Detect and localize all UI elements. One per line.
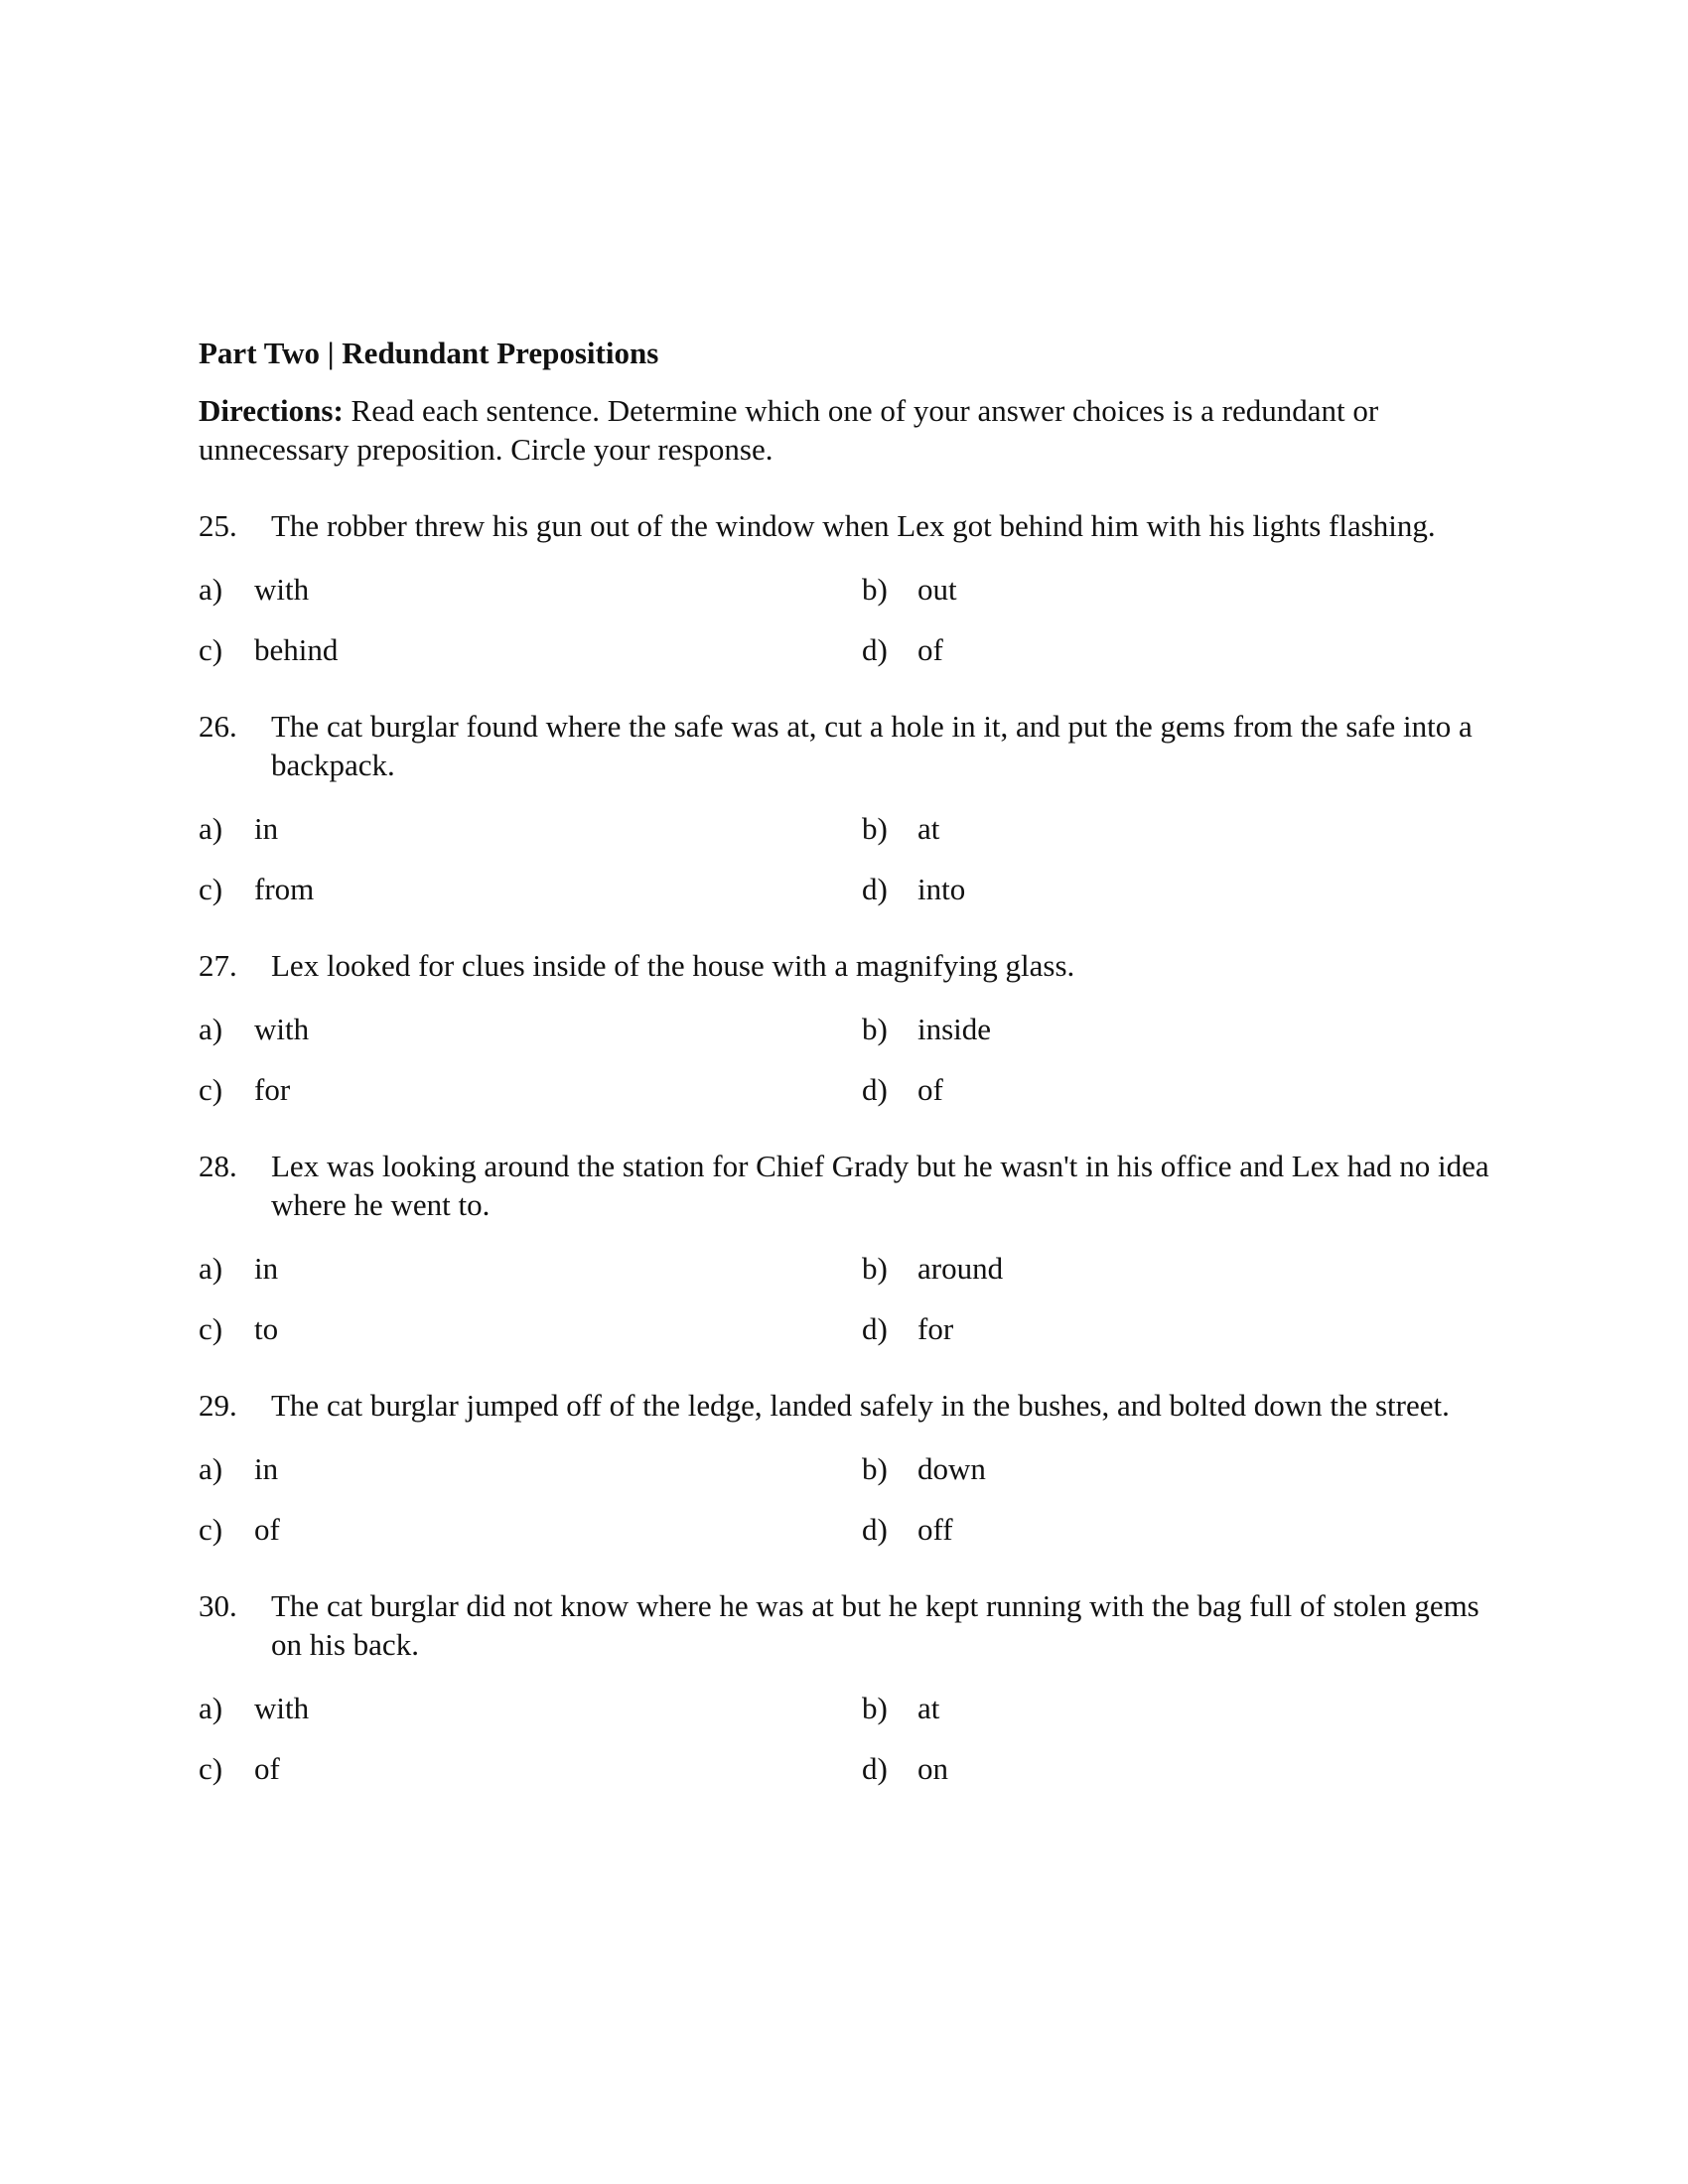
choice-word: inside [917, 1012, 992, 1046]
choice-letter: c) [199, 872, 223, 906]
choice-word: in [254, 811, 279, 846]
choice-word: with [254, 572, 310, 607]
question-stem [199, 707, 1509, 784]
choice-a[interactable] [199, 570, 862, 609]
question-26 [199, 707, 1509, 908]
answer-choices [199, 1449, 1509, 1549]
choice-letter: c) [199, 632, 223, 667]
question-text: Lex was looking around the station for Chief Grady but he wasn't in his office and Lex had no idea where he went to. [271, 1149, 1489, 1222]
choice-a[interactable] [199, 1449, 862, 1488]
answer-choices [199, 1249, 1509, 1348]
choice-letter: b) [862, 1691, 888, 1725]
choice-d[interactable] [862, 1510, 1458, 1549]
choice-b[interactable] [862, 1449, 1458, 1488]
question-number: 28. [199, 1149, 237, 1183]
question-text: The robber threw his gun out of the window when Lex got behind him with his lights flashing. [271, 508, 1436, 543]
choice-letter: b) [862, 1012, 888, 1046]
answer-choices [199, 1689, 1509, 1788]
question-stem [199, 1586, 1509, 1664]
choice-word: to [254, 1311, 279, 1346]
answer-choices [199, 1010, 1509, 1109]
question-28 [199, 1147, 1509, 1348]
directions-text: Read each sentence. Determine which one of your answer choices is a redundant or unnecessary preposition. Circle your response. [199, 393, 1379, 467]
worksheet-page [199, 334, 1509, 1788]
choice-word: of [254, 1751, 280, 1786]
choice-word: out [917, 572, 957, 607]
choice-letter: b) [862, 1251, 888, 1286]
choice-c[interactable] [199, 1749, 862, 1788]
choice-word: around [917, 1251, 1004, 1286]
choice-word: of [254, 1512, 280, 1547]
choice-letter: d) [862, 1311, 888, 1346]
question-25 [199, 506, 1509, 669]
choice-b[interactable] [862, 570, 1458, 609]
question-text: The cat burglar jumped off of the ledge, landed safely in the bushes, and bolted down the street. [271, 1388, 1450, 1423]
choice-word: from [254, 872, 315, 906]
answer-choices [199, 809, 1509, 908]
choice-d[interactable] [862, 1749, 1458, 1788]
choice-b[interactable] [862, 1249, 1458, 1288]
choice-word: with [254, 1691, 310, 1725]
choice-c[interactable] [199, 1070, 862, 1109]
question-stem [199, 506, 1509, 545]
choice-word: for [254, 1072, 291, 1107]
choice-word: of [917, 632, 943, 667]
choice-word: down [917, 1451, 986, 1486]
choice-letter: d) [862, 872, 888, 906]
question-29 [199, 1386, 1509, 1549]
answer-choices [199, 570, 1509, 669]
choice-letter: b) [862, 572, 888, 607]
choice-letter: b) [862, 1451, 888, 1486]
question-number: 27. [199, 948, 237, 983]
choice-letter: a) [199, 1451, 223, 1486]
question-number: 26. [199, 709, 237, 744]
question-30 [199, 1586, 1509, 1788]
choice-word: into [917, 872, 966, 906]
choice-b[interactable] [862, 1689, 1458, 1727]
choice-a[interactable] [199, 809, 862, 848]
question-text: The cat burglar did not know where he was at but he kept running with the bag full of stolen gems on his back. [271, 1588, 1479, 1662]
question-27 [199, 946, 1509, 1109]
question-stem [199, 1147, 1509, 1224]
choice-word: with [254, 1012, 310, 1046]
choice-letter: c) [199, 1311, 223, 1346]
question-text: The cat burglar found where the safe was at, cut a hole in it, and put the gems from the safe into a backpack. [271, 709, 1473, 782]
choice-letter: b) [862, 811, 888, 846]
choice-c[interactable] [199, 870, 862, 908]
choice-word: of [917, 1072, 943, 1107]
question-text: Lex looked for clues inside of the house with a magnifying glass. [271, 948, 1075, 983]
choice-d[interactable] [862, 630, 1458, 669]
choice-letter: a) [199, 1012, 223, 1046]
choice-letter: c) [199, 1751, 223, 1786]
choice-letter: d) [862, 1751, 888, 1786]
choice-letter: d) [862, 632, 888, 667]
choice-c[interactable] [199, 1309, 862, 1348]
choice-letter: a) [199, 811, 223, 846]
choice-word: off [917, 1512, 953, 1547]
choice-word: behind [254, 632, 339, 667]
question-number: 30. [199, 1588, 237, 1623]
question-number: 25. [199, 508, 237, 543]
choice-d[interactable] [862, 1070, 1458, 1109]
choice-word: at [917, 811, 940, 846]
choice-word: for [917, 1311, 954, 1346]
section-title: Part Two | Redundant Prepositions [199, 336, 659, 370]
choice-word: in [254, 1451, 279, 1486]
directions [199, 391, 1489, 469]
choice-letter: c) [199, 1512, 223, 1547]
choice-letter: a) [199, 1251, 223, 1286]
choice-letter: c) [199, 1072, 223, 1107]
choice-word: at [917, 1691, 940, 1725]
choice-letter: a) [199, 1691, 223, 1725]
choice-d[interactable] [862, 870, 1458, 908]
choice-b[interactable] [862, 809, 1458, 848]
choice-a[interactable] [199, 1010, 862, 1048]
choice-b[interactable] [862, 1010, 1458, 1048]
question-number: 29. [199, 1388, 237, 1423]
choice-letter: d) [862, 1512, 888, 1547]
choice-a[interactable] [199, 1689, 862, 1727]
choice-letter: d) [862, 1072, 888, 1107]
choice-c[interactable] [199, 1510, 862, 1549]
choice-letter: a) [199, 572, 223, 607]
question-stem [199, 946, 1509, 985]
choice-word: in [254, 1251, 279, 1286]
choice-word: on [917, 1751, 948, 1786]
directions-label: Directions: [199, 393, 344, 428]
choice-c[interactable] [199, 630, 862, 669]
choice-d[interactable] [862, 1309, 1458, 1348]
choice-a[interactable] [199, 1249, 862, 1288]
question-stem [199, 1386, 1509, 1425]
